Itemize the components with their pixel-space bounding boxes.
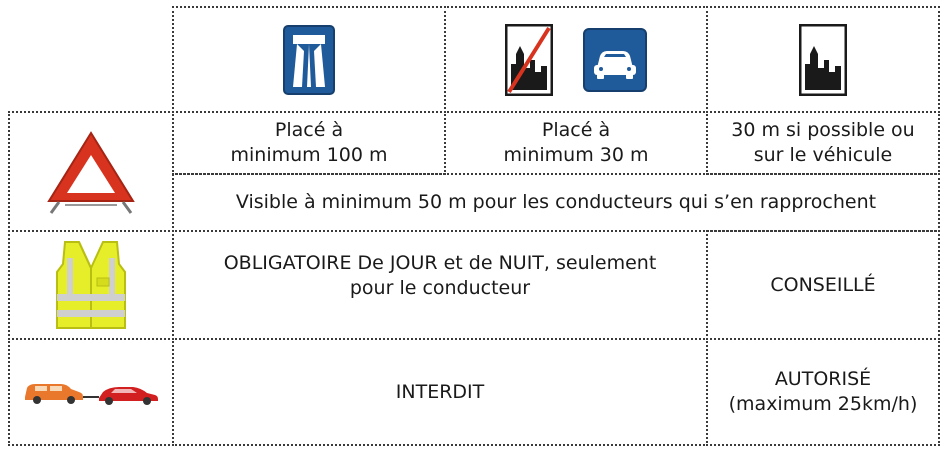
cell-visibility	[172, 173, 940, 232]
row-icon-triangle	[8, 111, 174, 232]
towed-cars-icon	[21, 377, 161, 407]
cell-towing-agglomeration	[706, 338, 940, 446]
agglomeration-distance-text: 30 m si possible ou sur le véhicule	[731, 119, 915, 166]
cell-agglomeration-distance	[706, 111, 940, 175]
cell-vest-agglomeration	[706, 230, 940, 340]
row-icon-vest	[8, 230, 174, 340]
header-col-autoroute	[172, 6, 446, 113]
end-of-agglomeration-sign-icon	[505, 24, 553, 96]
agglomeration-sign-icon	[799, 24, 847, 96]
visibility-text: Visible à minimum 50 m pour les conducteurs qui s’en rapprochent	[235, 191, 877, 213]
header-col-hors-agglomeration	[444, 6, 708, 113]
vest-rule-text: OBLIGATOIRE De JOUR et de NUIT, seulement pour le conducteur	[223, 252, 657, 299]
vest-agglomeration-text: CONSEILLÉ	[770, 273, 876, 296]
motorway-road-sign-icon	[583, 28, 647, 92]
autoroute-distance-text: Placé à minimum 100 m	[230, 119, 388, 166]
hors-agglomeration-distance-text: Placé à minimum 30 m	[503, 119, 649, 166]
warning-triangle-icon	[45, 129, 137, 215]
cell-vest-rule	[172, 230, 708, 340]
autoroute-sign-icon	[283, 25, 335, 95]
towing-rule-text: INTERDIT	[395, 380, 485, 403]
header-col-agglomeration	[706, 6, 940, 113]
cell-hors-agglomeration-distance	[444, 111, 708, 175]
safety-vest-icon	[55, 238, 127, 332]
cell-autoroute-distance	[172, 111, 446, 175]
row-icon-towing	[8, 338, 174, 446]
cell-towing-rule	[172, 338, 708, 446]
towing-agglomeration-text: AUTORISÉ (maximum 25km/h)	[728, 368, 918, 415]
